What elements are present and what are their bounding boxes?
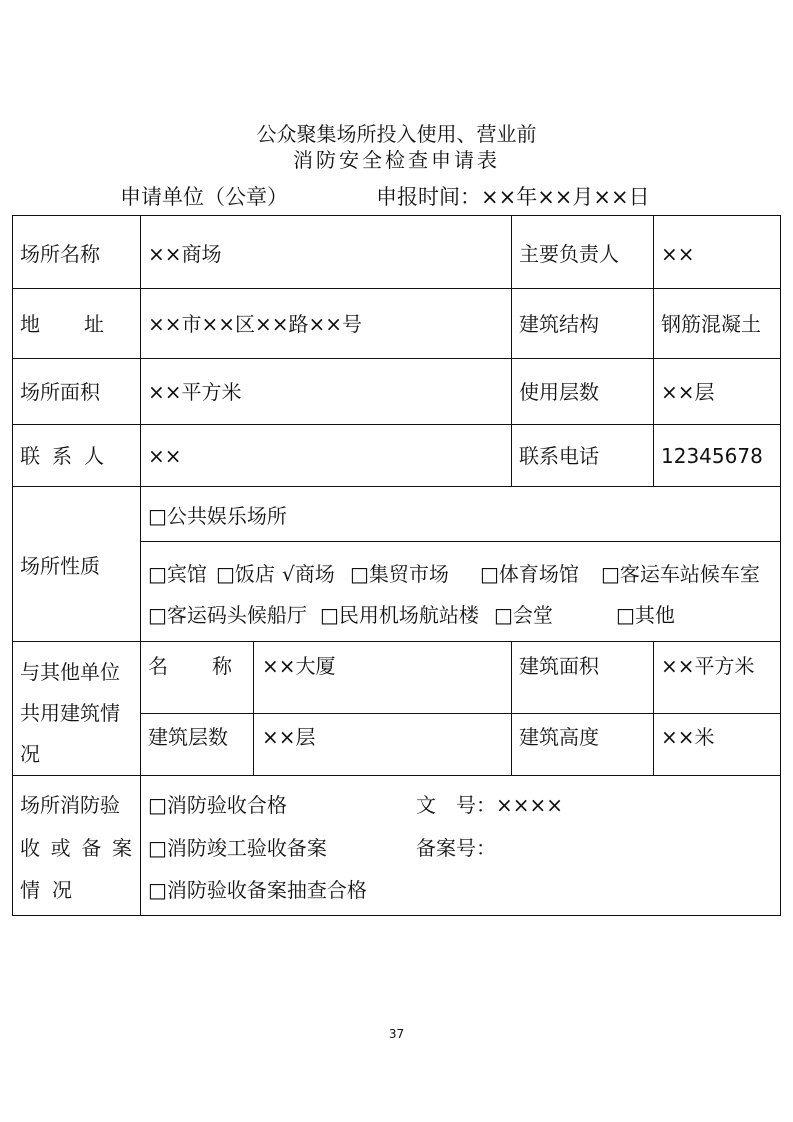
phone-value: 12345678 [661,444,763,468]
acceptance-label-char: 情 [20,878,40,902]
nature-option: □公共娱乐场所 [148,504,287,528]
acceptance-label-char: 备 [81,836,102,860]
nature-option: □客运车站候车室 [601,562,760,586]
shared-name-value: ××大厦 [262,654,336,678]
shared-name-label [148,652,232,680]
acceptance-label-char: 况 [52,878,72,902]
nature-option: □体育场馆 [480,562,579,586]
shared-height-value: ××米 [661,725,715,749]
address-value: ××市××区××路××号 [148,312,363,336]
floors-used-label: 使用层数 [519,380,599,404]
principal-value: ×× [661,242,695,266]
form-title-line1: 公众聚集场所投入使用、营业前 [256,122,537,146]
shared-floors-value: ××层 [262,725,316,749]
shared-area-value: ××平方米 [661,654,755,678]
shared-floors-label: 建筑层数 [148,725,228,749]
nature-option: □饭店 [216,562,275,586]
nature-option: □客运码头候船厅 [148,603,307,627]
acceptance-doc-number: 文 号：×××× [416,793,564,817]
nature-option: □民用机场航站楼 [320,603,479,627]
place-name-label: 场所名称 [20,242,100,266]
principal-label: 主要负责人 [519,242,619,266]
place-nature-label: 场所性质 [20,554,100,578]
shared-name-label-char: 称 [212,654,232,678]
acceptance-option: □消防验收备案抽查合格 [148,878,367,902]
address-label [20,310,104,338]
nature-option: □宾馆 [148,562,207,586]
page-number: 37 [388,1027,405,1041]
acceptance-option: □消防验收合格 [148,793,287,817]
shared-height-label: 建筑高度 [519,725,599,749]
report-time: 申报时间：××年××月××日 [376,185,650,209]
address-label-char: 地 [20,312,40,336]
acceptance-label-line1: 场所消防验 [20,793,120,817]
nature-option: □其他 [616,603,675,627]
acceptance-label-line2 [20,834,132,862]
acceptance-record-number: 备案号： [416,836,496,860]
acceptance-label-line3 [20,876,72,904]
acceptance-label-char: 或 [50,836,71,860]
shared-name-label-char: 名 [148,654,168,678]
place-area-value: ××平方米 [148,380,242,404]
nature-option: □会堂 [494,603,553,627]
contact-label-char: 联 [20,444,40,468]
nature-option: □集贸市场 [350,562,449,586]
place-area-label: 场所面积 [20,380,100,404]
acceptance-label-char: 收 [20,836,40,860]
shared-area-label: 建筑面积 [519,654,599,678]
acceptance-label-char: 案 [111,836,132,860]
contact-value: ×× [148,444,182,468]
acceptance-option: □消防竣工验收备案 [148,836,327,860]
contact-label-char: 人 [84,444,104,468]
nature-option-checked: √商场 [282,562,335,586]
form-title-line2: 消防安全检查申请表 [293,148,500,172]
structure-label: 建筑结构 [519,312,599,336]
place-name-value: ××商场 [148,242,222,266]
address-label-char: 址 [84,312,104,336]
contact-label [20,442,104,470]
floors-used-value: ××层 [661,380,715,404]
shared-building-label: 与其他单位共用建筑情况 [20,660,120,766]
structure-value: 钢筋混凝土 [661,312,761,336]
applicant-label: 申请单位（公章） [120,185,288,209]
phone-label: 联系电话 [519,444,599,468]
contact-label-char: 系 [52,444,72,468]
